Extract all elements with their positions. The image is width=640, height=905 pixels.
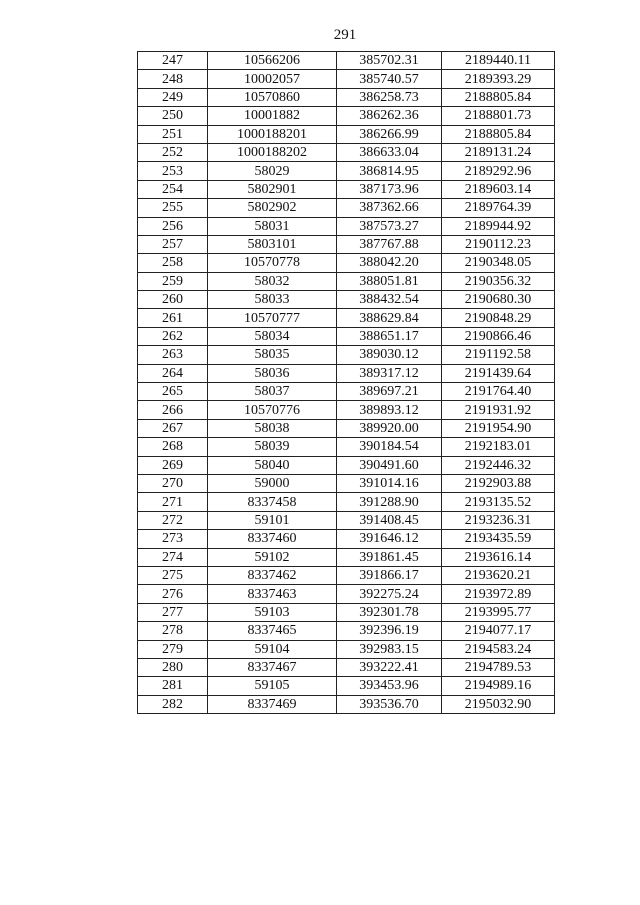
x-coordinate-cell: 391646.12 xyxy=(337,530,442,548)
table-row xyxy=(138,180,555,198)
x-coordinate-cell: 392301.78 xyxy=(337,603,442,621)
y-coordinate-cell: 2194989.16 xyxy=(442,677,555,695)
point-id-cell: 5803101 xyxy=(208,235,337,253)
table-row xyxy=(138,143,555,161)
y-coordinate-cell: 2189603.14 xyxy=(442,180,555,198)
x-coordinate-cell: 393536.70 xyxy=(337,695,442,713)
point-id-cell: 10570860 xyxy=(208,88,337,106)
page-number: 291 xyxy=(333,27,357,43)
point-id-cell: 1000188201 xyxy=(208,125,337,143)
point-index-cell: 275 xyxy=(138,566,208,584)
table-row xyxy=(138,677,555,695)
y-coordinate-cell: 2191764.40 xyxy=(442,383,555,401)
point-index-cell: 258 xyxy=(138,254,208,272)
point-index-cell: 265 xyxy=(138,383,208,401)
point-index-cell: 281 xyxy=(138,677,208,695)
y-coordinate-cell: 2188805.84 xyxy=(442,88,555,106)
x-coordinate-cell: 391288.90 xyxy=(337,493,442,511)
y-coordinate-cell: 2193616.14 xyxy=(442,548,555,566)
y-coordinate-cell: 2191931.92 xyxy=(442,401,555,419)
table-row xyxy=(138,125,555,143)
point-id-cell: 10570776 xyxy=(208,401,337,419)
point-index-cell: 251 xyxy=(138,125,208,143)
x-coordinate-cell: 392275.24 xyxy=(337,585,442,603)
point-id-cell: 58031 xyxy=(208,217,337,235)
table-row xyxy=(138,254,555,272)
table-row xyxy=(138,474,555,492)
y-coordinate-cell: 2188805.84 xyxy=(442,125,555,143)
point-index-cell: 256 xyxy=(138,217,208,235)
x-coordinate-cell: 392396.19 xyxy=(337,622,442,640)
point-index-cell: 247 xyxy=(138,52,208,70)
y-coordinate-cell: 2189944.92 xyxy=(442,217,555,235)
x-coordinate-cell: 391861.45 xyxy=(337,548,442,566)
table-row xyxy=(138,383,555,401)
x-coordinate-cell: 389697.21 xyxy=(337,383,442,401)
x-coordinate-cell: 390184.54 xyxy=(337,438,442,456)
point-index-cell: 257 xyxy=(138,235,208,253)
y-coordinate-cell: 2193236.31 xyxy=(442,511,555,529)
point-id-cell: 8337458 xyxy=(208,493,337,511)
x-coordinate-cell: 391014.16 xyxy=(337,474,442,492)
point-id-cell: 58033 xyxy=(208,291,337,309)
point-id-cell: 59101 xyxy=(208,511,337,529)
point-index-cell: 263 xyxy=(138,346,208,364)
point-index-cell: 264 xyxy=(138,364,208,382)
point-id-cell: 8337460 xyxy=(208,530,337,548)
table-row xyxy=(138,530,555,548)
point-id-cell: 10001882 xyxy=(208,107,337,125)
point-id-cell: 10002057 xyxy=(208,70,337,88)
table-row xyxy=(138,658,555,676)
y-coordinate-cell: 2191192.58 xyxy=(442,346,555,364)
point-id-cell: 58039 xyxy=(208,438,337,456)
point-index-cell: 273 xyxy=(138,530,208,548)
point-index-cell: 279 xyxy=(138,640,208,658)
x-coordinate-cell: 388432.54 xyxy=(337,291,442,309)
y-coordinate-cell: 2193620.21 xyxy=(442,566,555,584)
table-row xyxy=(138,327,555,345)
point-index-cell: 278 xyxy=(138,622,208,640)
table-row xyxy=(138,493,555,511)
table-row xyxy=(138,566,555,584)
x-coordinate-cell: 392983.15 xyxy=(337,640,442,658)
point-id-cell: 58037 xyxy=(208,383,337,401)
point-id-cell: 1000188202 xyxy=(208,143,337,161)
table-row xyxy=(138,603,555,621)
table-row xyxy=(138,695,555,713)
point-index-cell: 248 xyxy=(138,70,208,88)
point-index-cell: 255 xyxy=(138,199,208,217)
point-id-cell: 10566206 xyxy=(208,52,337,70)
point-id-cell: 10570777 xyxy=(208,309,337,327)
point-id-cell: 10570778 xyxy=(208,254,337,272)
point-id-cell: 58032 xyxy=(208,272,337,290)
y-coordinate-cell: 2194077.17 xyxy=(442,622,555,640)
table-row xyxy=(138,162,555,180)
point-id-cell: 58029 xyxy=(208,162,337,180)
table-row xyxy=(138,107,555,125)
x-coordinate-cell: 388042.20 xyxy=(337,254,442,272)
table-row xyxy=(138,70,555,88)
x-coordinate-cell: 391408.45 xyxy=(337,511,442,529)
point-index-cell: 253 xyxy=(138,162,208,180)
table-row xyxy=(138,511,555,529)
y-coordinate-cell: 2193135.52 xyxy=(442,493,555,511)
x-coordinate-cell: 386814.95 xyxy=(337,162,442,180)
y-coordinate-cell: 2192446.32 xyxy=(442,456,555,474)
y-coordinate-cell: 2193435.59 xyxy=(442,530,555,548)
y-coordinate-cell: 2190348.05 xyxy=(442,254,555,272)
x-coordinate-cell: 387767.88 xyxy=(337,235,442,253)
table-row xyxy=(138,548,555,566)
point-index-cell: 261 xyxy=(138,309,208,327)
table-row xyxy=(138,585,555,603)
point-id-cell: 8337462 xyxy=(208,566,337,584)
table-row xyxy=(138,199,555,217)
x-coordinate-cell: 386266.99 xyxy=(337,125,442,143)
y-coordinate-cell: 2189440.11 xyxy=(442,52,555,70)
point-id-cell: 58038 xyxy=(208,419,337,437)
point-id-cell: 8337467 xyxy=(208,658,337,676)
y-coordinate-cell: 2189393.29 xyxy=(442,70,555,88)
x-coordinate-cell: 386258.73 xyxy=(337,88,442,106)
point-index-cell: 254 xyxy=(138,180,208,198)
y-coordinate-cell: 2193995.77 xyxy=(442,603,555,621)
table-row xyxy=(138,272,555,290)
x-coordinate-cell: 393222.41 xyxy=(337,658,442,676)
point-index-cell: 259 xyxy=(138,272,208,290)
point-id-cell: 59102 xyxy=(208,548,337,566)
table-row xyxy=(138,438,555,456)
point-index-cell: 274 xyxy=(138,548,208,566)
x-coordinate-cell: 385702.31 xyxy=(337,52,442,70)
point-index-cell: 272 xyxy=(138,511,208,529)
y-coordinate-cell: 2190680.30 xyxy=(442,291,555,309)
point-index-cell: 276 xyxy=(138,585,208,603)
y-coordinate-cell: 2195032.90 xyxy=(442,695,555,713)
y-coordinate-cell: 2194583.24 xyxy=(442,640,555,658)
x-coordinate-cell: 389920.00 xyxy=(337,419,442,437)
point-index-cell: 270 xyxy=(138,474,208,492)
table-row xyxy=(138,235,555,253)
table-row xyxy=(138,309,555,327)
table-row xyxy=(138,456,555,474)
table-row xyxy=(138,622,555,640)
point-id-cell: 59104 xyxy=(208,640,337,658)
point-id-cell: 59105 xyxy=(208,677,337,695)
point-id-cell: 59103 xyxy=(208,603,337,621)
x-coordinate-cell: 386633.04 xyxy=(337,143,442,161)
point-index-cell: 280 xyxy=(138,658,208,676)
point-index-cell: 268 xyxy=(138,438,208,456)
y-coordinate-cell: 2192183.01 xyxy=(442,438,555,456)
point-id-cell: 8337463 xyxy=(208,585,337,603)
x-coordinate-cell: 390491.60 xyxy=(337,456,442,474)
y-coordinate-cell: 2190866.46 xyxy=(442,327,555,345)
point-id-cell: 58036 xyxy=(208,364,337,382)
x-coordinate-cell: 389317.12 xyxy=(337,364,442,382)
point-index-cell: 271 xyxy=(138,493,208,511)
table-row xyxy=(138,346,555,364)
coordinates-table xyxy=(137,51,555,714)
y-coordinate-cell: 2192903.88 xyxy=(442,474,555,492)
point-index-cell: 267 xyxy=(138,419,208,437)
table-body xyxy=(138,52,555,714)
table-row xyxy=(138,88,555,106)
point-index-cell: 252 xyxy=(138,143,208,161)
y-coordinate-cell: 2190112.23 xyxy=(442,235,555,253)
x-coordinate-cell: 389030.12 xyxy=(337,346,442,364)
table-row xyxy=(138,401,555,419)
x-coordinate-cell: 388629.84 xyxy=(337,309,442,327)
table-row xyxy=(138,364,555,382)
y-coordinate-cell: 2193972.89 xyxy=(442,585,555,603)
point-id-cell: 58035 xyxy=(208,346,337,364)
table-row xyxy=(138,217,555,235)
point-index-cell: 260 xyxy=(138,291,208,309)
point-id-cell: 8337465 xyxy=(208,622,337,640)
x-coordinate-cell: 393453.96 xyxy=(337,677,442,695)
table-row xyxy=(138,419,555,437)
point-index-cell: 250 xyxy=(138,107,208,125)
x-coordinate-cell: 388651.17 xyxy=(337,327,442,345)
point-id-cell: 5802902 xyxy=(208,199,337,217)
x-coordinate-cell: 389893.12 xyxy=(337,401,442,419)
y-coordinate-cell: 2190356.32 xyxy=(442,272,555,290)
y-coordinate-cell: 2189292.96 xyxy=(442,162,555,180)
table-row xyxy=(138,640,555,658)
point-index-cell: 249 xyxy=(138,88,208,106)
y-coordinate-cell: 2191954.90 xyxy=(442,419,555,437)
y-coordinate-cell: 2189764.39 xyxy=(442,199,555,217)
y-coordinate-cell: 2190848.29 xyxy=(442,309,555,327)
x-coordinate-cell: 387573.27 xyxy=(337,217,442,235)
x-coordinate-cell: 385740.57 xyxy=(337,70,442,88)
table-row xyxy=(138,52,555,70)
y-coordinate-cell: 2189131.24 xyxy=(442,143,555,161)
y-coordinate-cell: 2188801.73 xyxy=(442,107,555,125)
point-index-cell: 266 xyxy=(138,401,208,419)
y-coordinate-cell: 2191439.64 xyxy=(442,364,555,382)
point-id-cell: 59000 xyxy=(208,474,337,492)
x-coordinate-cell: 386262.36 xyxy=(337,107,442,125)
point-index-cell: 282 xyxy=(138,695,208,713)
point-id-cell: 58040 xyxy=(208,456,337,474)
point-id-cell: 58034 xyxy=(208,327,337,345)
point-index-cell: 277 xyxy=(138,603,208,621)
table-row xyxy=(138,291,555,309)
point-index-cell: 262 xyxy=(138,327,208,345)
point-index-cell: 269 xyxy=(138,456,208,474)
x-coordinate-cell: 387362.66 xyxy=(337,199,442,217)
point-id-cell: 5802901 xyxy=(208,180,337,198)
y-coordinate-cell: 2194789.53 xyxy=(442,658,555,676)
x-coordinate-cell: 387173.96 xyxy=(337,180,442,198)
x-coordinate-cell: 391866.17 xyxy=(337,566,442,584)
point-id-cell: 8337469 xyxy=(208,695,337,713)
x-coordinate-cell: 388051.81 xyxy=(337,272,442,290)
